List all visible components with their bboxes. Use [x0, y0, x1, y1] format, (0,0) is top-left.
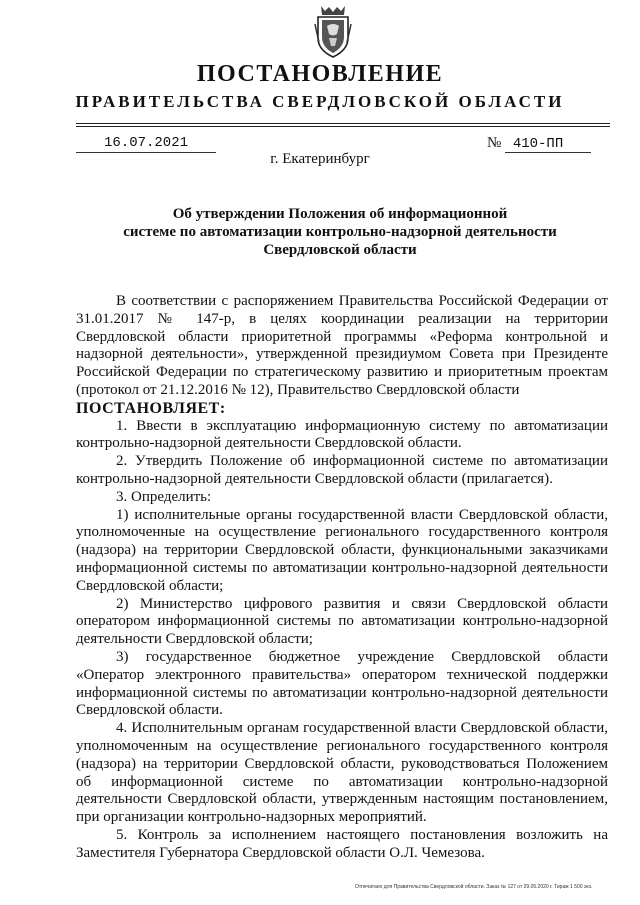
subitem-paragraph: 1) исполнительные органы государственной власти Свердловской области, уполномоченные на осуществление регионального государственного контроля (надзора) на территории Свердловской области, функциональными заказчиками информационной системы по автоматизации контрольно-надзорной деятельности Свердловской области;: [76, 506, 608, 594]
subitem-paragraph: 2) Министерство цифрового развития и связи Свердловской области оператором информационной системы по автоматизации контрольно-надзорной деятельности Свердловской области;: [76, 595, 608, 648]
title-line: Свердловской области: [263, 242, 417, 258]
decree-heading: ПОСТАНОВЛЯЕТ:: [76, 399, 226, 417]
number-sign: №: [487, 135, 502, 151]
subitem-paragraph: 3) государственное бюджетное учреждение Свердловской области «Оператор электронного правительства» оператором технической поддержки информационной системы по автоматизации контрольно-надзорной деятельности Свердловской области.: [76, 648, 608, 719]
title-line: Об утверждении Положения об информационной: [172, 206, 508, 222]
preamble-paragraph: В соответствии с распоряжением Правительства Российской Федерации от 31.01.2017 № 147-р, в целях координации реализации на территории Свердловской области приоритетной программы «Реформа контрольной и надзорной деятельности», утвержденной президиумом Совета при Президенте Российской Федерации по стратегическому развитию и приоритетным проектам (протокол от 21.12.2016 № 12), Правительство Свердловской области: [76, 293, 608, 398]
document-body: [76, 293, 608, 863]
title-line: системе по автоматизации контрольно-надзорной деятельности: [123, 224, 557, 240]
item-paragraph: 5. Контроль за исполнением настоящего постановления возложить на Заместителя Губернатора Свердловской области О.Л. Чемезова.: [76, 826, 608, 861]
header-divider-thin: [76, 126, 610, 127]
coat-of-arms-icon: [313, 4, 353, 60]
item-paragraph: 3. Определить:: [116, 488, 212, 505]
print-footer-note: Отпечатано для Правительства Свердловской области. Заказ № 127 от 29.05.2020 г. Тираж 1 500 экз.: [355, 884, 593, 890]
issuing-authority: ПРАВИТЕЛЬСТВА СВЕРДЛОВСКОЙ ОБЛАСТИ: [75, 92, 565, 111]
header-divider: [76, 123, 610, 124]
document-title: [110, 205, 570, 259]
number-value: 410-ПП: [505, 136, 591, 153]
item-paragraph: 2. Утвердить Положение об информационной системе по автоматизации контрольно-надзорной деятельности Свердловской области (прилагается).: [76, 453, 608, 487]
document-date: 16.07.2021: [76, 135, 216, 153]
item-paragraph: 1. Ввести в эксплуатацию информационную систему по автоматизации контрольно-надзорной деятельности Свердловской области.: [76, 417, 608, 452]
city-name: г. Екатеринбург: [270, 151, 370, 167]
item-paragraph: 4. Исполнительным органам государственной власти Свердловской области, уполномоченным на осуществление регионального государственного контроля (надзора) на территории Свердловской области, руководствоваться Положением об информационной системе по автоматизации контрольно-надзорной деятельности Свердловской области, утвержденным настоящим постановлением, при организации контрольно-надзорных мероприятий.: [76, 720, 608, 826]
document-type-title: ПОСТАНОВЛЕНИЕ: [196, 61, 444, 87]
